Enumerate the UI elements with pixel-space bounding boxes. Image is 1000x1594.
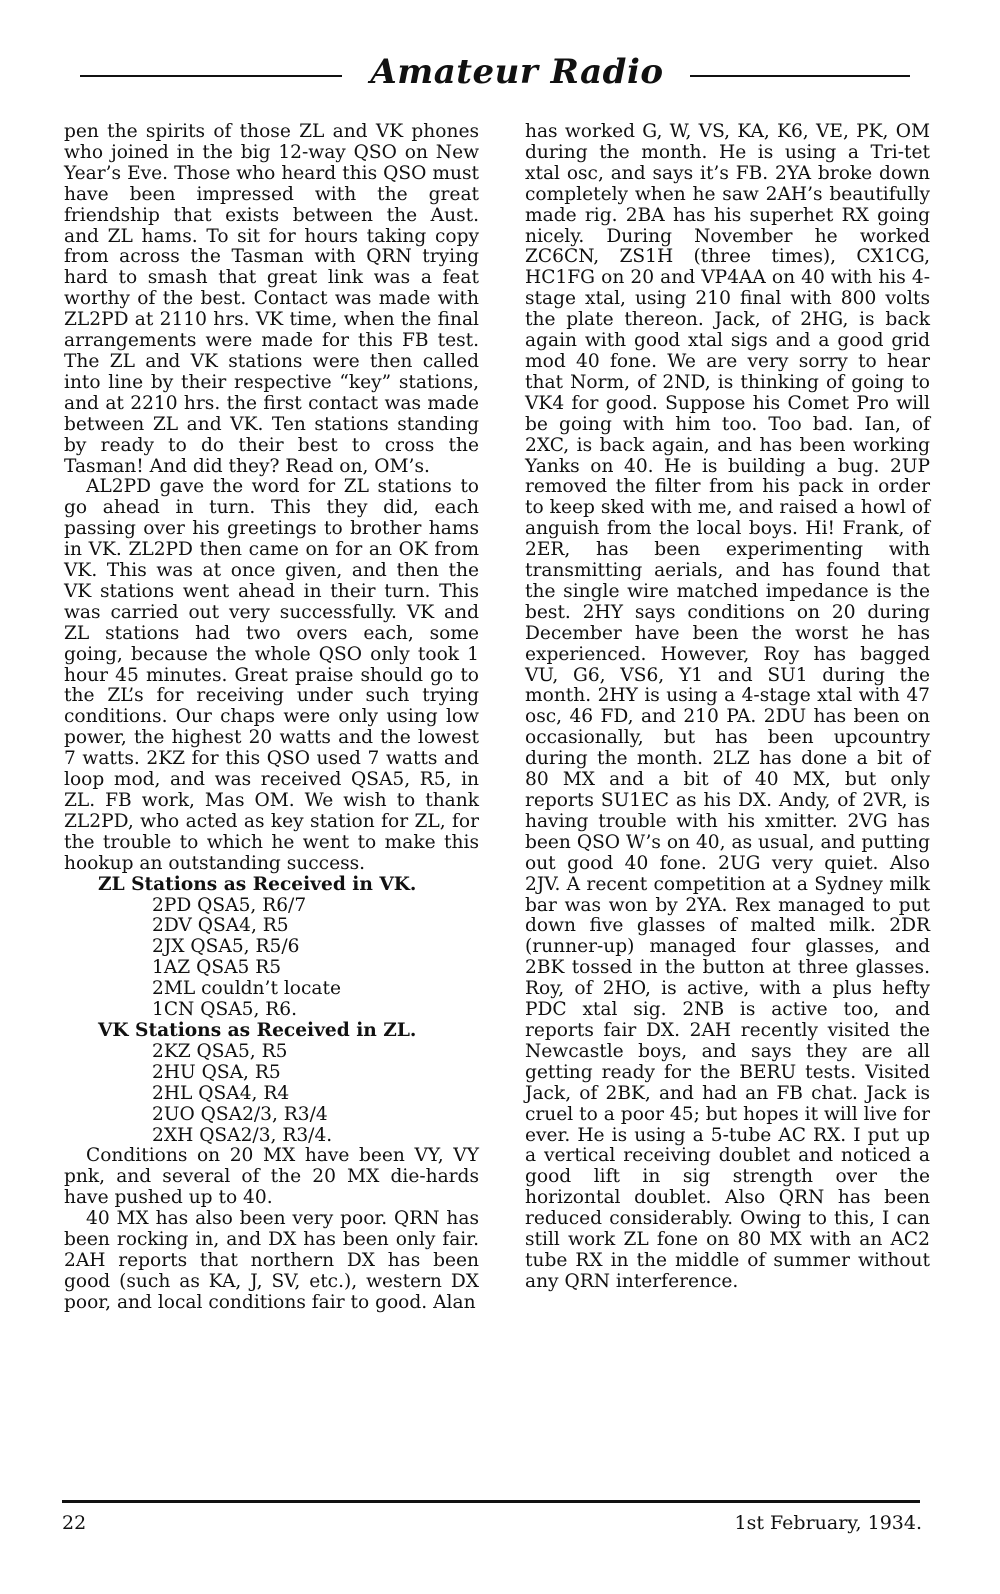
article-paragraph: Conditions on 20 MX have been VY, VY pnk, and several of the 20 MX die-hards have pushed up to 40. — [64, 1145, 479, 1209]
issue-date: 1st February, 1934. — [734, 1512, 922, 1534]
table-row: 2JX QSA5, R5/6 — [152, 936, 300, 958]
table-row: 2ML couldn’t locate — [152, 978, 341, 1000]
page-number: 22 — [62, 1512, 87, 1534]
table-row: 2HL QSA4, R4 — [152, 1082, 290, 1104]
table-row: 2PD QSA5, R6/7 — [152, 894, 307, 916]
table-row: 1AZ QSA5 R5 — [152, 957, 282, 979]
page-header — [70, 52, 922, 96]
article-paragraph: pen the spirits of those ZL and VK phones who joined in the big 12-way QSO on New Year’s Eve. Those who heard this QSO must have been impressed with the great friendship that exists between the Aust. and ZL hams. To sit for hours taking copy from across the Tasman with QRN trying hard to smash that great link was a feat worthy of the best. Contact was made with ZL2PD at 2110 hrs. VK time, when the final arrangements were made for this FB test. The ZL and VK stations were then called into line by their respective “key” stations, and at 2210 hrs. the first contact was made between ZL and VK. Ten stations standing by ready to do their best to cross the Tasman! And did they? Read on, OM’s. — [64, 121, 479, 477]
vk-stations-table — [64, 1021, 479, 1146]
table-row: 1CN QSA5, R6. — [152, 999, 298, 1021]
article-paragraph: 40 MX has also been very poor. QRN has been rocking in, and DX has been only fair. 2AH reports that northern DX has been good (such as KA, J, SV, etc.), western DX poor, and local conditions fair to good. Alan — [64, 1208, 479, 1313]
table-row: 2HU QSA, R5 — [152, 1061, 281, 1083]
table-heading: ZL Stations as Received in VK. — [98, 873, 417, 895]
footer-rule — [62, 1500, 920, 1503]
article-paragraph: AL2PD gave the word for ZL stations to go ahead in turn. This they did, each passing over his greetings to brother hams in VK. ZL2PD then came on for an OK from VK. This was at once given, and then the VK stations went ahead in their turn. This was carried out very successfully. VK and ZL stations had two overs each, some going, because the whole QSO only took 1 hour 45 minutes. Great praise should go to the ZL’s for receiving under such trying conditions. Our chaps were only using low power, the highest 20 watts and the lowest 7 watts. 2KZ for this QSO used 7 watts and loop mod, and was received QSA5, R5, in ZL. FB work, Mas OM. We wish to thank ZL2PD, who acted as key station for ZL, for the trouble to which he went to make this hookup an outstanding success. — [64, 476, 479, 874]
right-column — [525, 122, 930, 1293]
article-paragraph: has worked G, W, VS, KA, K6, VE, PK, OM during the month. He is using a Tri-tet xtal osc, and says it’s FB. 2YA broke down completely when he saw 2AH’s beautifully made rig. 2BA has his superhet RX going nicely. During November he worked ZC6CN, ZS1H (three times), CX1CG, HC1FG on 20 and VP4AA on 40 with his 4-stage xtal, using 210 final with 800 volts the plate thereon. Jack, of 2HG, is back again with good xtal sigs and a good grid mod 40 fone. We are very sorry to hear that Norm, of 2ND, is thinking of going to VK4 for good. Suppose his Comet Pro will be going with him too. Too bad. Ian, of 2XC, is back again, and has been working Yanks on 40. He is building a bug. 2UP removed the filter from his pack in order to keep sked with me, and raised a howl of anguish from the local boys. Hi! Frank, of 2ER, has been experimenting with transmitting aerials, and has found that the single wire matched impedance is the best. 2HY says conditions on 20 during December have been the worst he has experienced. However, Roy has bagged VU, G6, VS6, Y1 and SU1 during the month. 2HY is using a 4-stage xtal with 47 osc, 46 FD, and 210 PA. 2DU has been on occasionally, but has been upcountry during the month. 2LZ has done a bit of 80 MX and a bit of 40 MX, but only reports SU1EC as his DX. Andy, of 2VR, is having trouble with his xmitter. 2VG has been QSO W’s on 40, as usual, and putting out good 40 fone. 2UG very quiet. Also 2JV. A recent competition at a Sydney milk bar was won by 2YA. Rex managed to put down five glasses of malted milk. 2DR (runner-up) managed four glasses, and 2BK tossed in the button at three glasses. Roy, of 2HO, is active, with a plus hefty PDC xtal sig. 2NB is active too, and reports fair DX. 2AH recently visited the Newcastle boys, and says they are all getting ready for the BERU tests. Visited Jack, of 2BK, and had an FB chat. Jack is cruel to a poor 45; but hopes it will live for ever. He is using a 5-tube AC RX. I put up a vertical receiving doublet and noticed a good lift in sig strength over the horizontal doublet. Also QRN has been reduced considerably. Owing to this, I can still work ZL fone on 80 MX with an AC2 tube RX in the middle of summer without any QRN interference. — [525, 121, 930, 1292]
table-heading: VK Stations as Received in ZL. — [98, 1019, 417, 1041]
left-column — [64, 122, 479, 1314]
magazine-title: Amateur Radio — [370, 52, 664, 92]
zl-stations-table — [64, 875, 479, 1021]
table-row: 2KZ QSA5, R5 — [152, 1040, 288, 1062]
header-rule-right — [690, 75, 910, 77]
table-row: 2XH QSA2/3, R3/4. — [152, 1124, 333, 1146]
table-row: 2DV QSA4, R5 — [152, 915, 289, 937]
table-row: 2UO QSA2/3, R3/4 — [152, 1103, 328, 1125]
header-rule-left — [80, 75, 342, 77]
